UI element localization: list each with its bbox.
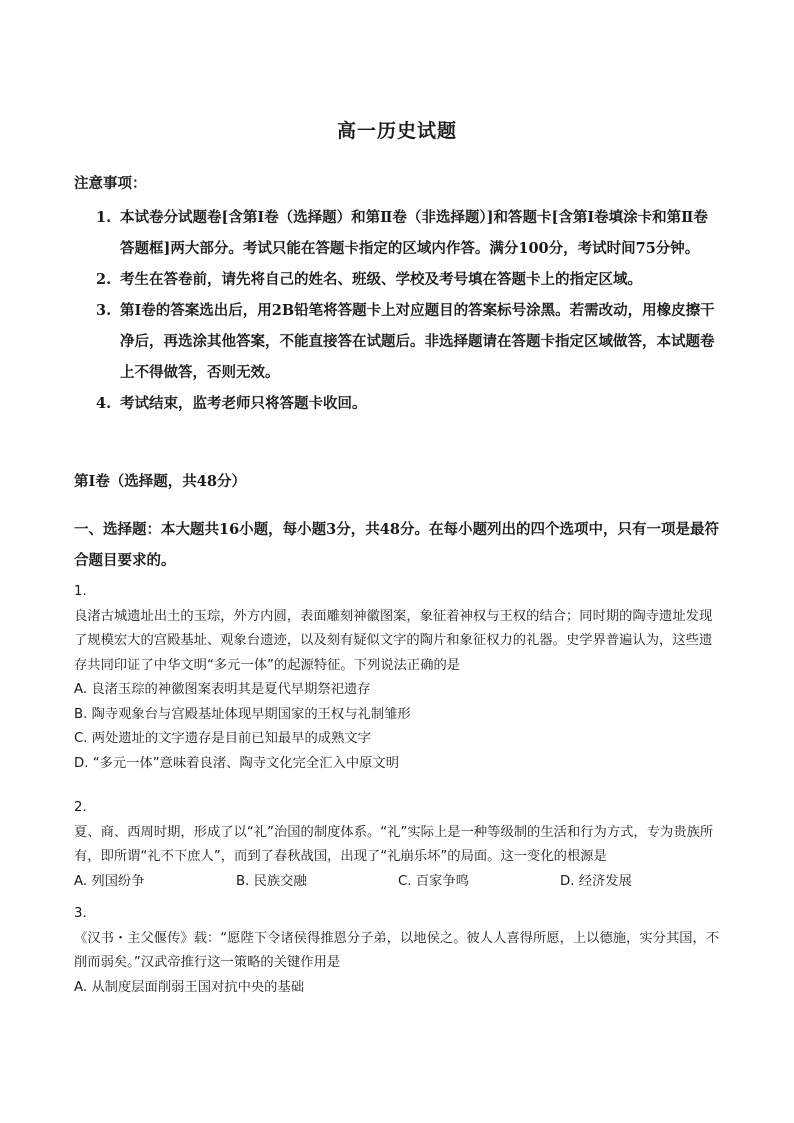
notice-item xyxy=(96,202,722,264)
question-stem: 夏、商、西周时期，形成了以“礼”治国的制度体系。“礼”实际上是一种等级制的生活和行为方式，专为贵族所有，即所谓“礼不下庶人”，而到了春秋战国，出现了“礼崩乐坏”的局面。这一变化的根源是 xyxy=(74,824,714,864)
notice-text: 第Ⅰ卷的答案选出后，用2B铅笔将答题卡上对应题目的答案标号涂黑。若需改动，用橡皮擦干净后，再选涂其他答案，不能直接答在试题后。非选择题请在答题卡指定区域做答，本试题卷上不得做答，否则无效。 xyxy=(120,302,715,381)
notice-number: 1. xyxy=(96,209,112,226)
notice-text: 考试结束，监考老师只将答题卡收回。 xyxy=(120,395,367,412)
page-title: 高一历史试题 xyxy=(336,120,457,142)
option-a: A. 列国纷争 xyxy=(74,873,145,889)
notice-item xyxy=(96,388,722,419)
question-3 xyxy=(74,902,724,1000)
option-b: B. 陶寺观象台与宫殿基址体现早期国家的王权与礼制雏形 xyxy=(74,706,411,722)
question-number: 2. xyxy=(74,800,87,815)
notice-number: 2. xyxy=(96,271,112,288)
notice-item xyxy=(96,295,722,388)
option-c: C. 百家争鸣 xyxy=(398,873,469,889)
option-row xyxy=(74,870,724,895)
part-heading: 第Ⅰ卷（选择题，共48分） xyxy=(74,473,246,490)
question-2 xyxy=(74,796,724,894)
question-stem: 良渚古城遗址出土的玉琮，外方内圆，表面雕刻神徽图案，象征着神权与王权的结合；同时期的陶寺遗址发现了规模宏大的宫殿基址、观象台遗迹，以及刻有疑似文字的陶片和象征权力的礼器。史学界普遍认为，这些遗存共同印证了中华文明“多元一体”的起源特征。下列说法正确的是 xyxy=(74,608,713,673)
option-d: D. “多元一体”意味着良渚、陶寺文化完全汇入中原文明 xyxy=(74,755,400,771)
notice-item xyxy=(96,264,722,295)
option-d: D. 经济发展 xyxy=(560,873,632,889)
option-c: C. 两处遗址的文字遗存是目前已知最早的成熟文字 xyxy=(74,731,371,746)
notice-number: 4. xyxy=(96,395,112,412)
question-stem: 《汉书・主父偃传》载：“愿陛下令诸侯得推恩分子弟，以地侯之。彼人人喜得所愿，上以德施，实分其国，不削而弱矣。”汉武帝推行这一策略的关键作用是 xyxy=(74,930,720,970)
notice-number: 3. xyxy=(96,302,112,319)
option-b: B. 民族交融 xyxy=(236,873,307,889)
question-number: 3. xyxy=(74,906,87,921)
option-a: A. 良渚玉琮的神徽图案表明其是夏代早期祭祀遗存 xyxy=(74,682,371,697)
option-a: A. 从制度层面削弱王国对抗中央的基础 xyxy=(74,979,305,995)
notice-list xyxy=(96,202,722,419)
notice-text: 本试卷分试题卷[含第Ⅰ卷（选择题）和第Ⅱ卷（非选择题）]和答题卡[含第Ⅰ卷填涂卡和第Ⅱ卷答题框]两大部分。考试只能在答题卡指定的区域内作答。满分100分，考试时间75分钟。 xyxy=(120,209,708,257)
section-heading: 一、选择题：本大题共16小题，每小题3分，共48分。在每小题列出的四个选项中，只有一项是最符合题目要求的。 xyxy=(74,521,719,569)
notice-text: 考生在答卷前，请先将自己的姓名、班级、学校及考号填在答题卡上的指定区域。 xyxy=(120,271,642,288)
question-1 xyxy=(74,580,724,776)
notice-heading: 注意事项： xyxy=(74,175,147,192)
question-number: 1. xyxy=(74,584,87,599)
